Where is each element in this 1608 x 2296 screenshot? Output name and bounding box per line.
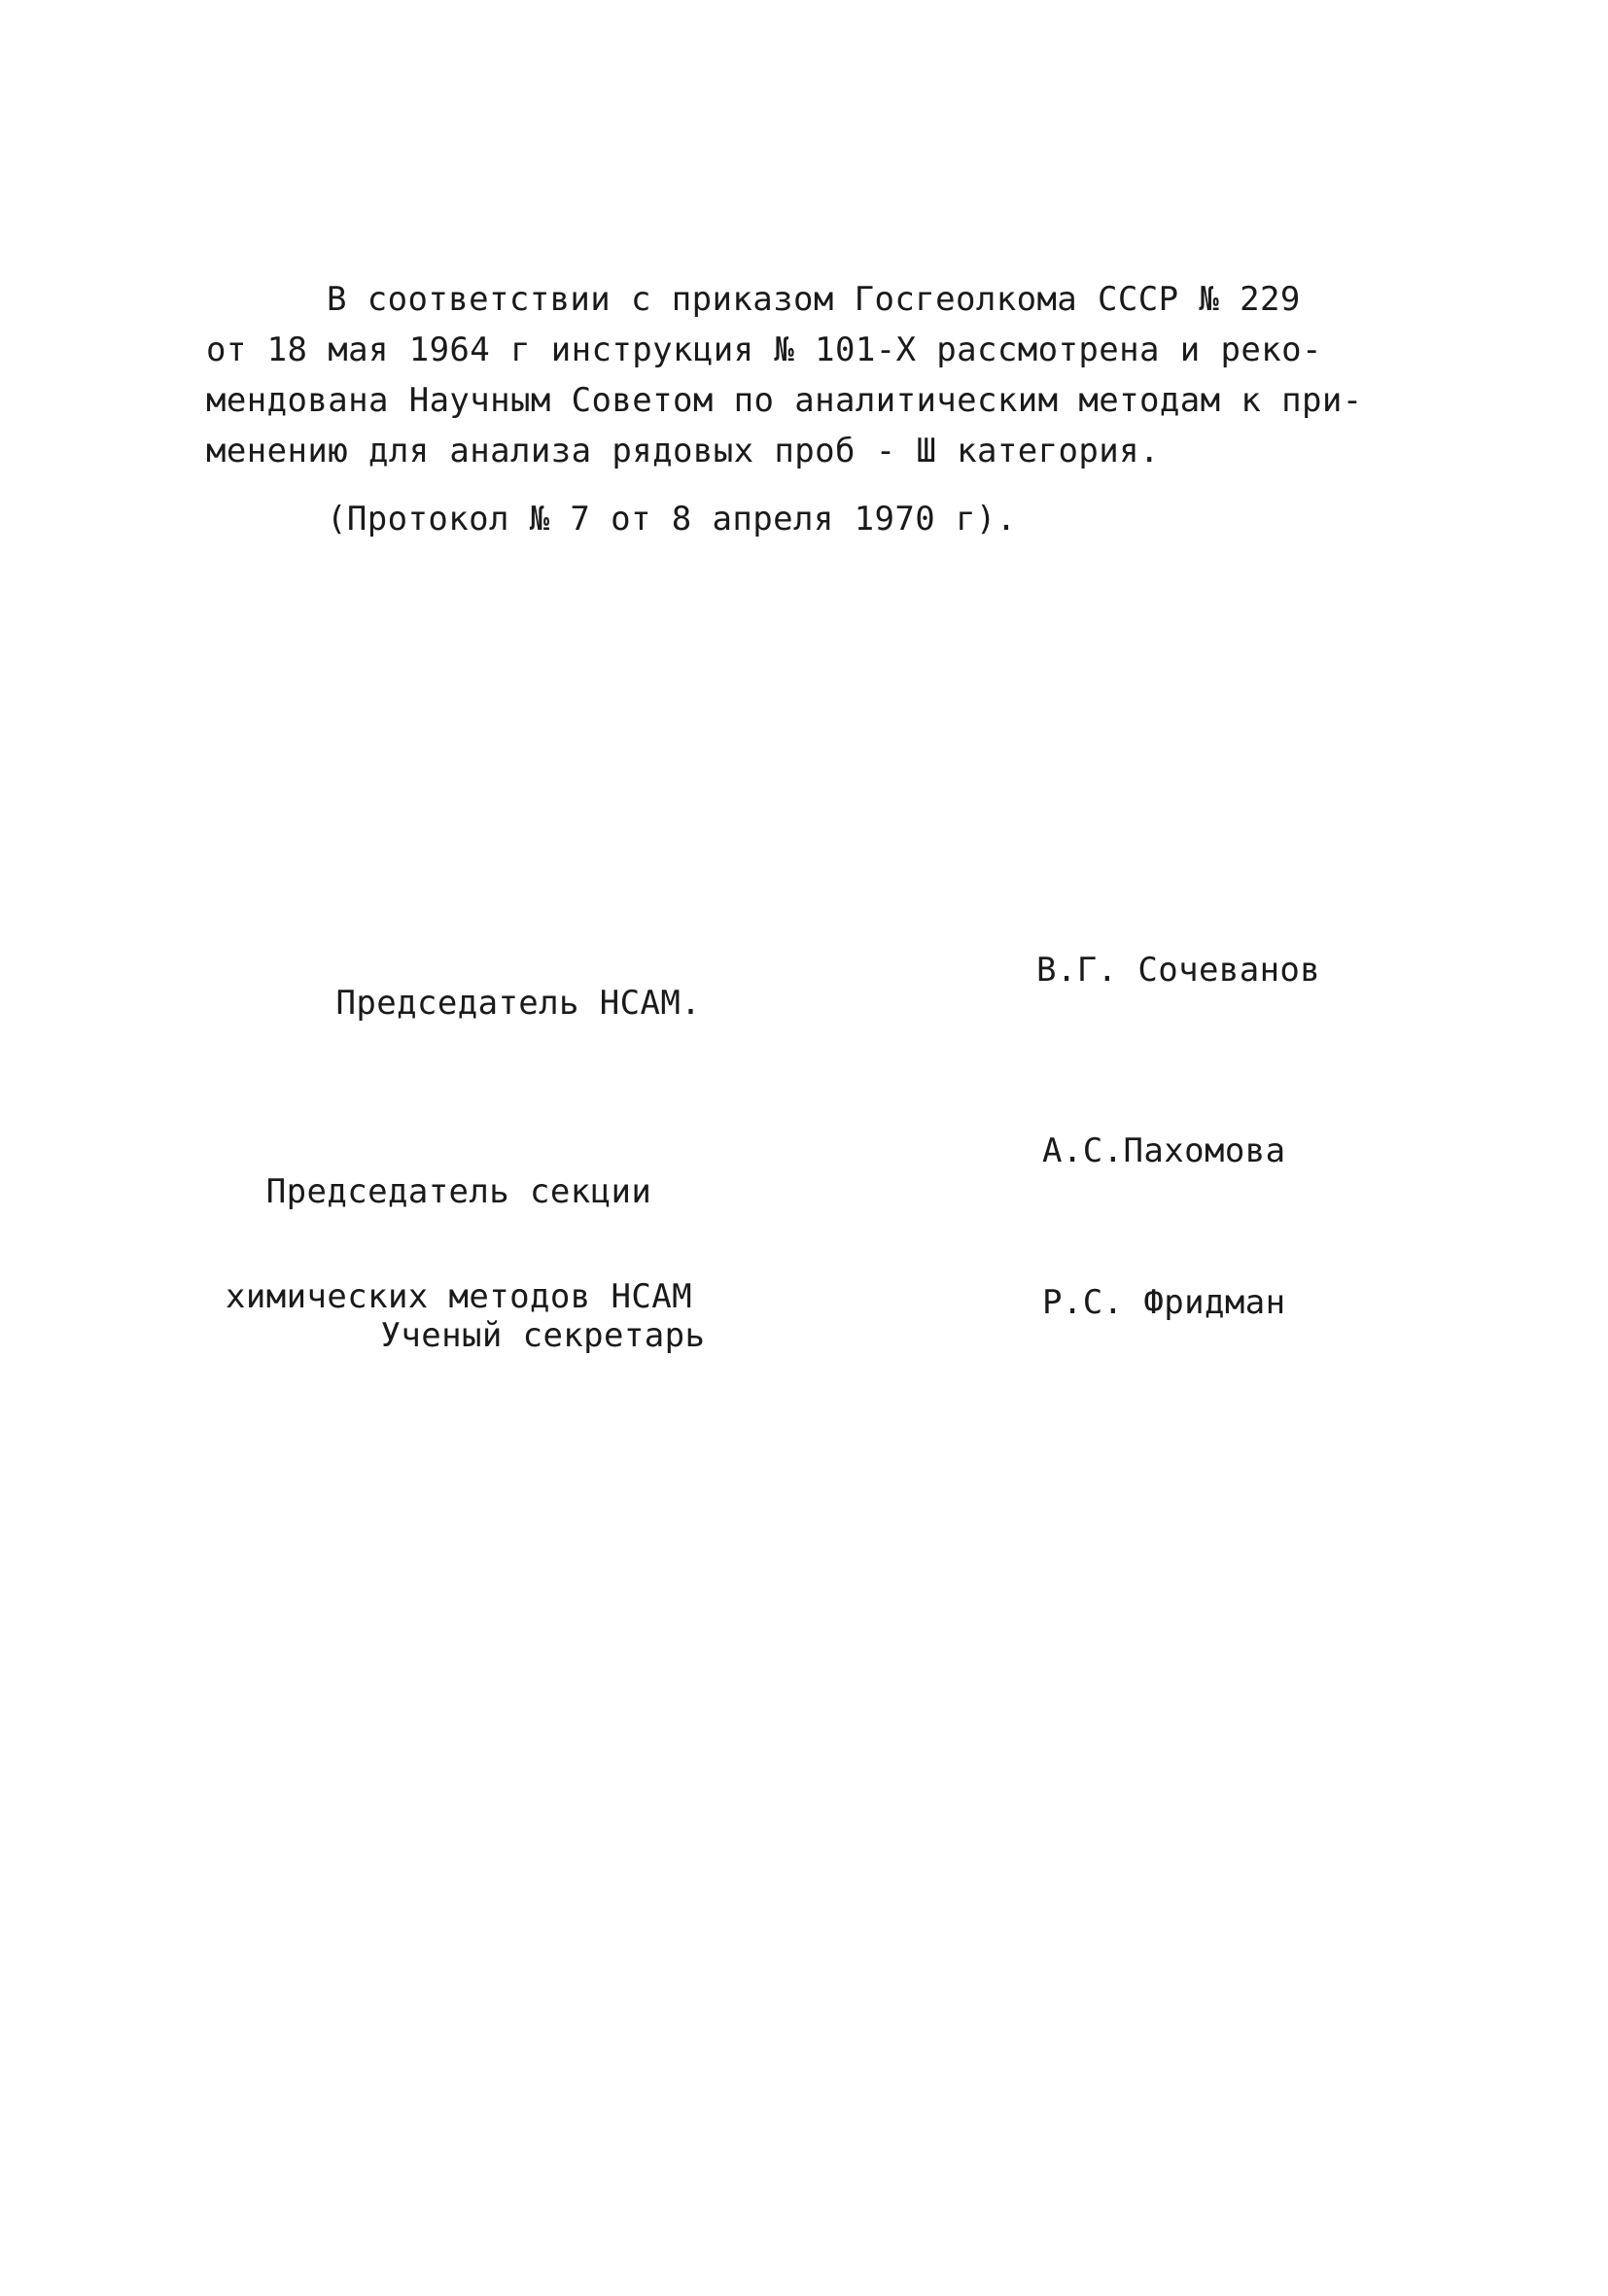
signature-role-line: Председатель секции <box>265 1172 652 1211</box>
paragraph-line: от 18 мая 1964 г инструкция № 101-Х рассмотрена и реко- <box>206 330 1322 369</box>
signature-name-chairman: В.Г. Сочеванов <box>1036 951 1321 990</box>
paragraph-line: В соответствии с приказом Госгеолкома СССР № 229 <box>327 280 1301 319</box>
signature-role-chairman <box>255 951 701 1056</box>
signature-role-secretary <box>299 1283 705 1388</box>
signature-role-line: Председатель НСАМ. <box>335 984 702 1023</box>
signature-name-section-chairman: А.С.Пахомова <box>1042 1131 1286 1170</box>
paragraph-line: менению для анализа рядовых проб - Ш категория. <box>206 432 1160 470</box>
approval-paragraph <box>206 274 1373 476</box>
signature-role-line: Ученый секретарь <box>380 1316 706 1355</box>
signature-role-line: химических методов НСАМ <box>225 1277 692 1316</box>
paragraph-line: мендована Научным Советом по аналитическим методам к при- <box>206 381 1363 420</box>
protocol-note: (Протокол № 7 от 8 апреля 1970 г). <box>327 500 1017 539</box>
signature-name-secretary: Р.С. Фридман <box>1042 1283 1286 1322</box>
